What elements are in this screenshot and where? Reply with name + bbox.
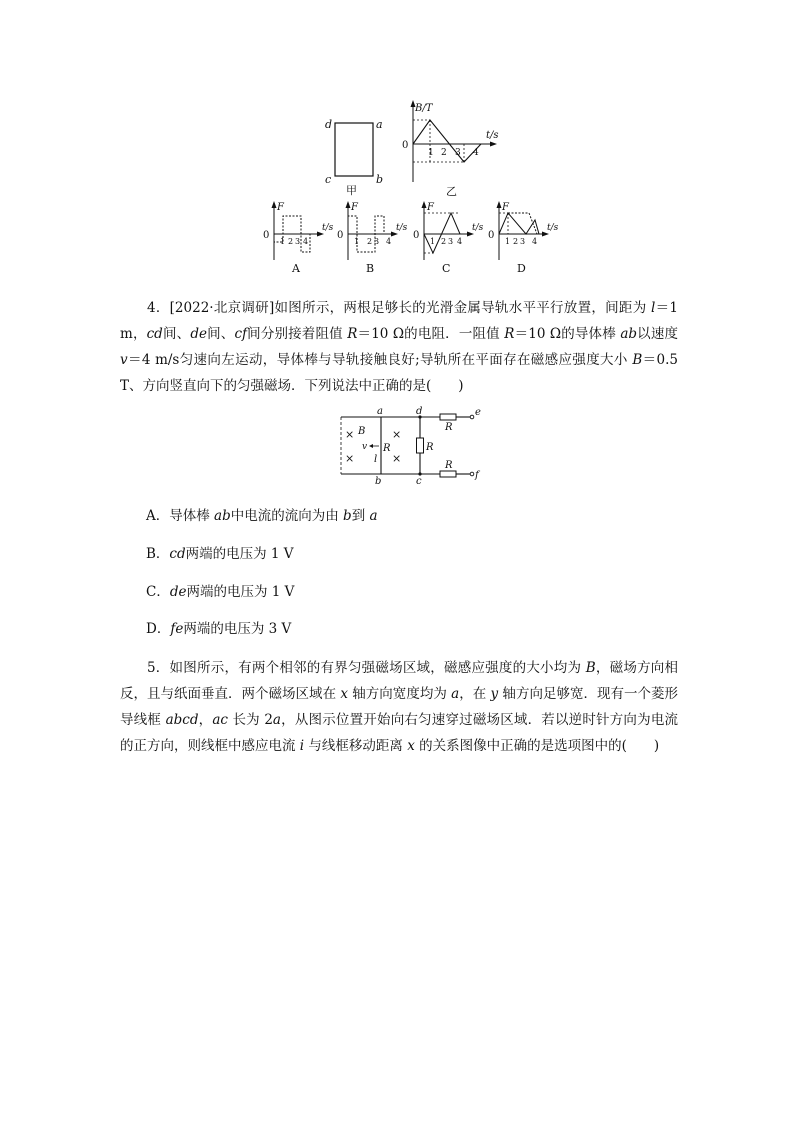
resistor-cd [417, 438, 424, 453]
q4-option-d[interactable]: D．fe两端的电压为 3 V [146, 621, 292, 637]
svg-text:3: 3 [520, 237, 526, 246]
q5-stem: 5．如图所示，有两个相邻的有界匀强磁场区域，磁感应强度的大小均为 B，磁场方向相反，且与纸面垂直．两个磁场区域在 x 轴方向宽度均为 a，在 y 轴方向足够宽．现有一个菱形导线框 abcd，ac 长为 2a，从图示位置开始向右匀速穿过磁场区域．若以逆时针方向为电流的正方向，则线框中感应电流 i 与线框移动距离 x 的关系图像中正确的是选项图中的( ) [120, 660, 679, 754]
svg-text:2: 2 [441, 237, 447, 246]
label-d: d [325, 118, 333, 131]
svg-text:×: × [345, 428, 355, 441]
svg-text:4: 4 [303, 237, 309, 246]
svg-text:1: 1 [505, 237, 511, 246]
label-c: c [325, 173, 332, 186]
caption-jia: 甲 [346, 184, 357, 197]
svg-text:2: 2 [367, 237, 373, 246]
q4-stem: 4．[2022·北京调研]如图所示，两根足够长的光滑金属导轨水平平行放置，间距为 l＝1 m，cd间、de间、cf间分别接着阻值 R＝10 Ω的电阻．一阻值 R＝10 Ω的导体棒 ab以速度 v＝4 m/s匀速向左运动，导体棒与导轨接触良好;导轨所在平面存在磁感应强度大小 B＝0.5 T、方向竖直向下的匀强磁场．下列说法中正确的是( ) [120, 300, 679, 394]
caption-yi: 乙 [446, 185, 457, 198]
svg-text:R: R [426, 442, 434, 453]
yi-b-curve [413, 120, 481, 162]
velocity-arrow-icon [369, 444, 373, 448]
caption-a: A [292, 262, 300, 275]
svg-text:e: e [475, 407, 481, 418]
q4-option-b[interactable]: B．cd两端的电压为 1 V [146, 546, 294, 562]
svg-text:c: c [416, 476, 422, 487]
svg-text:×: × [345, 452, 355, 465]
option-graph-d [488, 201, 559, 275]
svg-text:l: l [374, 454, 378, 465]
yi-x-label: t/s [486, 130, 499, 141]
svg-text:F: F [427, 202, 434, 213]
option-graph-b [337, 201, 408, 275]
q4-circuit-figure [336, 404, 496, 487]
svg-text:1: 1 [430, 237, 436, 246]
svg-text:t/s: t/s [396, 223, 408, 233]
svg-text:F: F [351, 202, 358, 213]
svg-text:d: d [416, 406, 423, 417]
svg-text:R: R [445, 460, 453, 471]
svg-text:4: 4 [386, 237, 392, 246]
caption-c: C [442, 262, 451, 275]
svg-text:F: F [502, 202, 509, 213]
svg-text:2: 2 [288, 237, 294, 246]
option-graph-a [263, 201, 334, 275]
yi-origin: 0 [402, 140, 409, 151]
svg-text:3: 3 [374, 237, 380, 246]
svg-text:1: 1 [354, 237, 360, 246]
svg-text:R: R [383, 443, 391, 454]
coil-rectangle [335, 123, 373, 176]
svg-text:t/s: t/s [322, 223, 334, 233]
caption-b: B [366, 262, 375, 275]
svg-text:a: a [377, 406, 383, 417]
svg-text:B: B [358, 426, 366, 437]
figure-options [258, 200, 568, 280]
svg-text:3: 3 [295, 237, 301, 246]
svg-text:1: 1 [428, 148, 434, 158]
svg-text:4: 4 [532, 237, 538, 246]
svg-text:3: 3 [448, 237, 454, 246]
svg-text:4: 4 [473, 148, 479, 158]
svg-text:t/s: t/s [547, 223, 559, 233]
resistor-cf [440, 471, 456, 477]
option-graph-c [413, 201, 484, 275]
svg-text:3: 3 [455, 148, 461, 158]
caption-d: D [517, 262, 526, 275]
label-a: a [376, 118, 383, 131]
svg-text:1: 1 [280, 237, 286, 246]
q4-option-c[interactable]: C．de两端的电压为 1 V [146, 584, 295, 600]
resistor-de [440, 414, 456, 420]
svg-text:×: × [392, 452, 402, 465]
svg-text:v: v [362, 442, 368, 452]
yi-y-label: B/T [415, 103, 433, 114]
svg-text:R: R [445, 422, 453, 433]
svg-text:×: × [392, 428, 402, 441]
svg-text:t/s: t/s [472, 223, 484, 233]
svg-text:f: f [475, 470, 479, 481]
figure-jia-yi [320, 98, 520, 202]
arrow-right-icon [490, 142, 497, 147]
svg-text:b: b [375, 476, 382, 487]
label-b: b [376, 173, 384, 186]
svg-text:F: F [277, 202, 284, 213]
svg-text:2: 2 [441, 148, 447, 158]
svg-text:0: 0 [488, 230, 495, 241]
svg-text:0: 0 [337, 230, 344, 241]
svg-text:2: 2 [513, 237, 519, 246]
svg-text:0: 0 [263, 230, 270, 241]
q4-option-a[interactable]: A．导体棒 ab中电流的流向为由 b到 a [146, 508, 378, 524]
svg-text:0: 0 [413, 230, 420, 241]
svg-text:4: 4 [457, 237, 463, 246]
